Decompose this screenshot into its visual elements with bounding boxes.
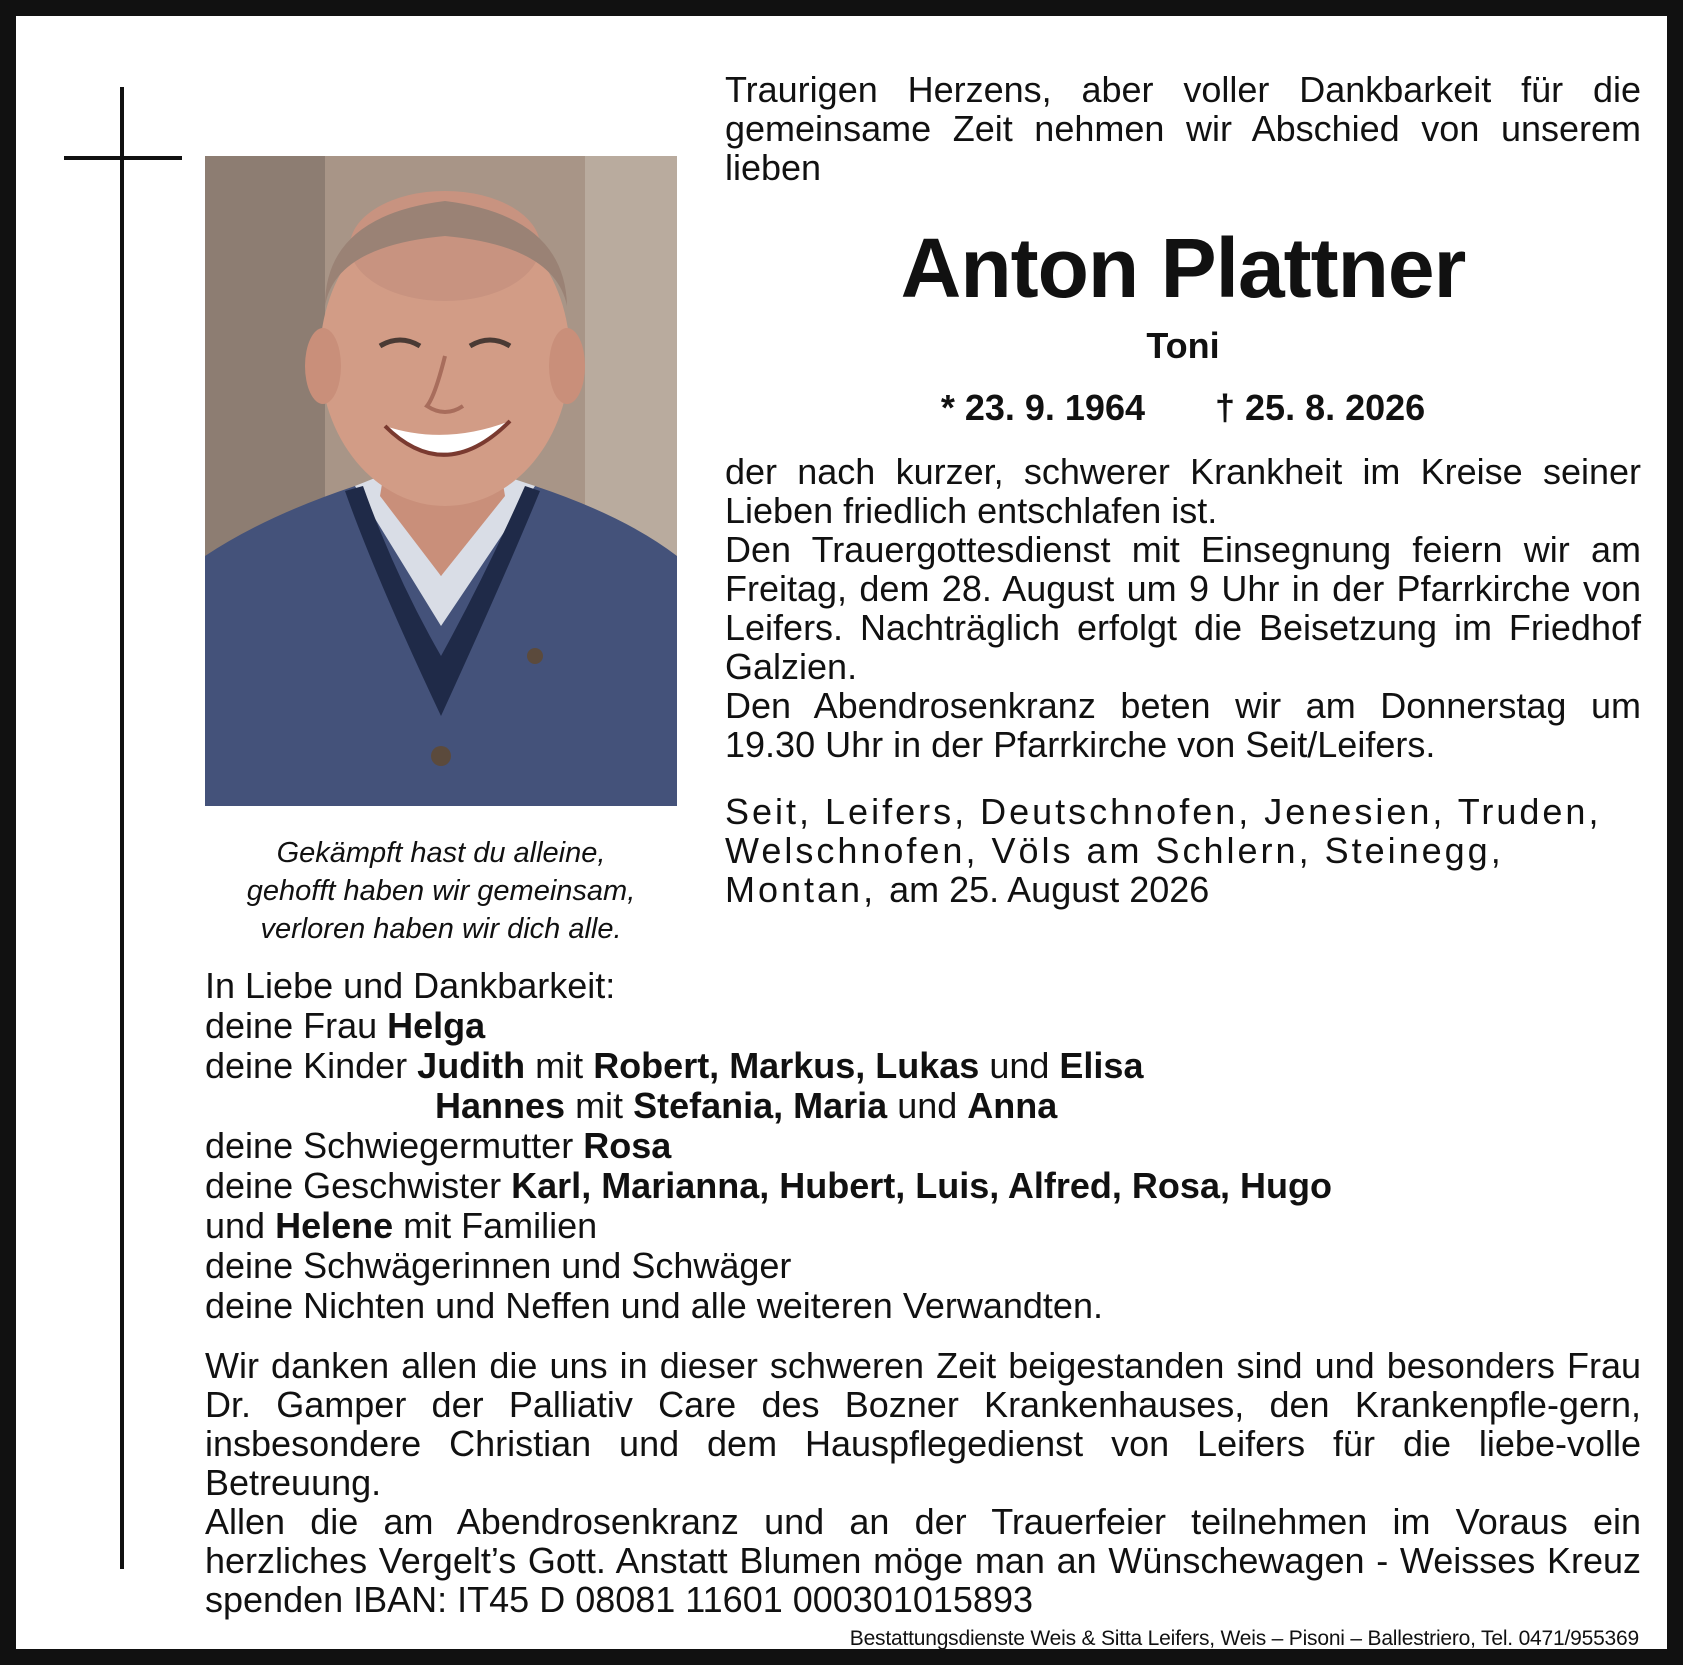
family-name: Hannes: [435, 1085, 566, 1126]
life-dates: [725, 386, 1641, 430]
family-label: deine Schwiegermutter: [205, 1125, 574, 1166]
family-row-wife: [205, 1006, 1641, 1046]
places-list: Seit, Leifers, Deutschnofen, Jenesien, Truden, Welschnofen, Völs am Schlern, Steinegg, Montan,: [725, 791, 1602, 910]
family-row-relatives: deine Nichten und Neffen und alle weiteren Verwandten.: [205, 1285, 1103, 1326]
family-name: Judith: [417, 1045, 526, 1086]
family-connector: und: [897, 1085, 958, 1126]
announcement-date: am 25. August 2026: [889, 869, 1210, 910]
deceased-name: Anton Plattner: [900, 221, 1466, 315]
family-row-mother-in-law: [205, 1126, 1641, 1166]
body-paragraph: Den Trauergottesdienst mit Einsegnung feiern wir am Freitag, dem 28. August um 9 Uhr in der Pfarrkirche von Leifers. Nachträglich erfolgt die Beisetzung im Friedhof Galzien.: [725, 529, 1641, 687]
family-label: deine Frau: [205, 1005, 378, 1046]
family-label: deine Geschwister: [205, 1165, 502, 1206]
memorial-quote: Gekämpft hast du alleine, gehofft haben wir gemeinsam, verloren haben wir dich alle.: [246, 837, 636, 945]
family-connector: mit: [575, 1085, 624, 1126]
family-name: Helga: [387, 1005, 486, 1046]
family-connector: und: [205, 1205, 266, 1246]
family-label: deine Kinder: [205, 1045, 408, 1086]
announcement-body: [725, 452, 1641, 764]
deceased-nickname: Toni: [1146, 325, 1220, 366]
family-row-siblings: [205, 1166, 1641, 1206]
family-connector: und: [989, 1045, 1050, 1086]
cross-icon-horizontal: [64, 156, 182, 160]
funeral-home-footer: Bestattungsdienste Weis & Sitta Leifers, Weis – Pisoni – Ballestriero, Tel. 0471/955369: [849, 1627, 1639, 1650]
portrait-photo: [205, 156, 677, 806]
intro-text: Traurigen Herzens, aber voller Dankbarkeit für die gemeinsame Zeit nehmen wir Abschied von unserem lieben: [725, 69, 1641, 188]
family-row-children: [205, 1046, 1641, 1086]
cross-icon-vertical: [120, 87, 124, 1569]
family-name: Elisa: [1059, 1045, 1144, 1086]
family-row-siblings-2: [205, 1206, 1641, 1246]
family-heading: In Liebe und Dankbarkeit:: [205, 965, 616, 1006]
family-name: Karl, Marianna, Hubert, Luis, Alfred, Rosa, Hugo: [511, 1165, 1332, 1206]
body-paragraph: der nach kurzer, schwerer Krankheit im Kreise seiner Lieben friedlich entschlafen ist.: [725, 451, 1641, 531]
family-name: Stefania, Maria: [633, 1085, 888, 1126]
birth-date: * 23. 9. 1964: [940, 387, 1145, 428]
thanks-section: [205, 1346, 1641, 1619]
family-list: [205, 966, 1641, 1326]
family-label: mit Familien: [403, 1205, 598, 1246]
thanks-paragraph: Wir danken allen die uns in dieser schweren Zeit beigestanden sind und besonders Frau Dr. Gamper der Palliativ Care des Bozner Krankenhauses, den Krankenpfle-gern, insbesondere Christian und dem Hauspflegedienst von Leifers für die liebe-volle Betreuung.: [205, 1345, 1641, 1503]
family-row-children-2: [205, 1086, 1641, 1126]
place-and-date: [725, 792, 1641, 909]
family-connector: mit: [535, 1045, 584, 1086]
family-name: Robert, Markus, Lukas: [593, 1045, 980, 1086]
death-date: † 25. 8. 2026: [1215, 387, 1426, 428]
family-name: Rosa: [583, 1125, 672, 1166]
family-row-in-laws: deine Schwägerinnen und Schwäger: [205, 1245, 792, 1286]
thanks-paragraph: Allen die am Abendrosenkranz und an der Trauerfeier teilnehmen im Voraus ein herzliches Vergelt’s Gott. Anstatt Blumen möge man an Wünschewagen - Weisses Kreuz spenden IBAN: IT45 D 08081 11601 000301015893: [205, 1501, 1641, 1620]
body-paragraph: Den Abendrosenkranz beten wir am Donnerstag um 19.30 Uhr in der Pfarrkirche von Seit/Leifers.: [725, 685, 1641, 765]
family-name: Helene: [275, 1205, 394, 1246]
family-name: Anna: [967, 1085, 1058, 1126]
